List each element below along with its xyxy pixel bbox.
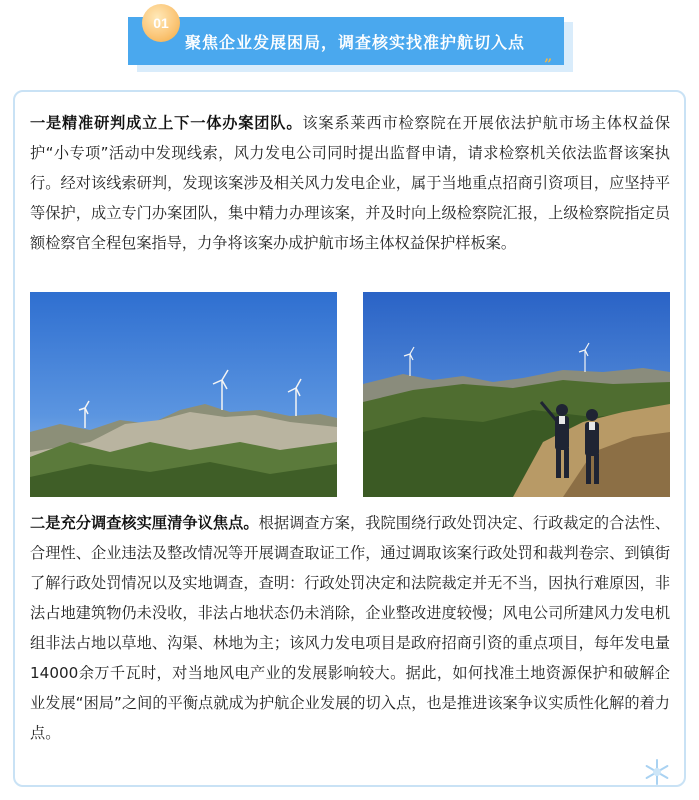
paragraph-2 [30,508,670,748]
paragraph-2-body: 根据调查方案，我院围绕行政处罚决定、行政裁定的合法性、合理性、企业违法及整改情况等开展调查取证工作，通过调取该案行政处罚和裁判卷宗、到镇街了解行政处罚情况以及实地调查，查明：行政处罚决定和法院裁定并无不当，因执行难原因，非法占地建筑物仍未没收，非法占地状态仍未消除，企业整改进度较慢；风电公司所建风力发电机组非法占地以草地、沟渠、林地为主；该风力发电项目是政府招商引资的重点项目，每年发电量14000余万千瓦时，对当地风电产业的发展影响较大。据此，如何找准土地资源保护和破解企业发展“困局”之间的平衡点就成为护航企业发展的切入点，也是推进该案争议实质性化解的着力点。 [30,514,671,742]
photo-wind-turbines-mountain [30,292,337,497]
section-title-bar [128,17,564,65]
paragraph-1-lead: 一是精准研判成立上下一体办案团队。 [30,114,303,132]
paragraph-1 [30,108,670,258]
photo-prosecutors-field-inspection [363,292,670,497]
paragraph-2-lead: 二是充分调查核实厘清争议焦点。 [30,514,259,532]
section-number-badge: 01 [142,4,180,42]
snowflake-icon [643,758,671,786]
quote-mark-decoration: ” [544,57,553,73]
paragraph-1-body: 该案系莱西市检察院在开展依法护航市场主体权益保护“小专项”活动中发现线索，风力发电公司同时提出监督申请，请求检察机关依法监督该案执行。经对该线索研判，发现该案涉及相关风力发电企业，属于当地重点招商引资项目，应坚持平等保护，成立专门办案团队，集中精力办理该案，并及时向上级检察院汇报，上级检察院指定员额检察官全程包案指导，力争将该案办成护航市场主体权益保护样板案。 [30,114,671,252]
section-title: 聚焦企业发展困局，调查核实找准护航切入点 [184,32,525,52]
